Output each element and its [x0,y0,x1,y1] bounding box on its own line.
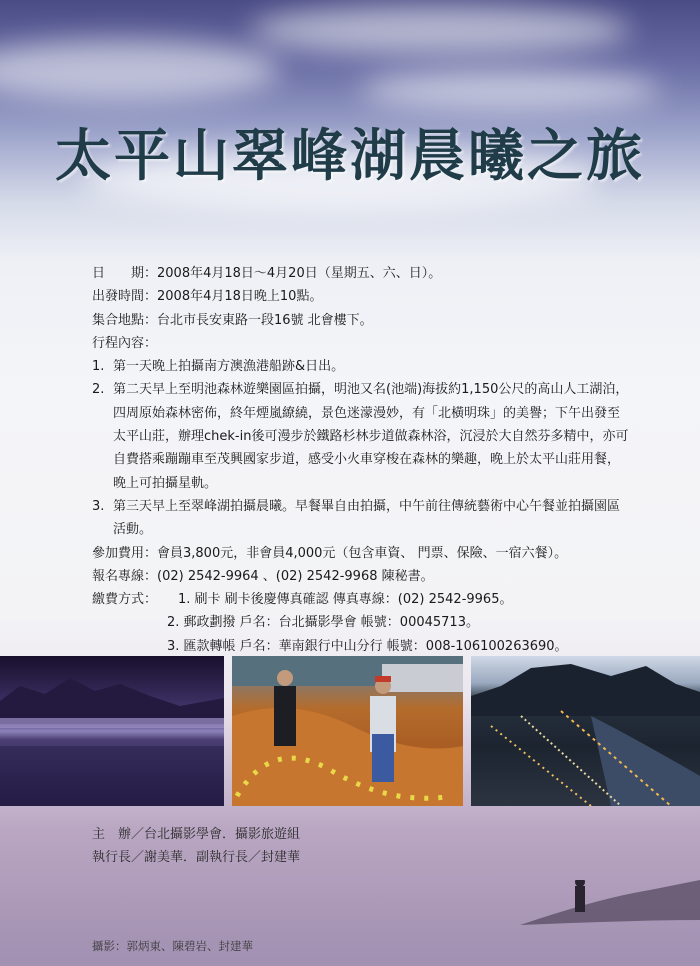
credits [92,823,300,869]
trip-details [92,262,632,658]
itinerary-number: 2. [92,382,105,398]
executives-line: 執行長／謝美華．副執行長／封建華 [92,850,301,865]
cloud [250,5,630,55]
harbor-night-photo [471,656,700,806]
payment-label: 繳費方式： [92,592,158,608]
itinerary-number: 1. [92,359,105,375]
date-line: 日 期：2008年4月18日～4月20日（星期五、六、日）。 [92,266,442,281]
payment-line [92,588,632,611]
departure-line: 出發時間：2008年4月18日晚上10點。 [92,289,323,305]
fishermen-illustration [232,656,463,806]
lake-dawn-illustration [0,656,224,806]
lake-dawn-photo [0,656,224,806]
itinerary-label: 行程內容： [92,335,158,351]
payment-option: 1. 刷卡 刷卡後慶傳真確認 傳真專線：(02) 2542-9965。 [178,592,513,608]
itinerary-number: 3. [92,498,105,514]
itinerary-text: 第一天晚上拍攝南方澳漁港船跡&日出。 [113,359,345,375]
meeting-line: 集合地點：台北市長安東路一段16號 北會樓下。 [92,312,373,328]
payment-option: 3. 匯款轉帳 戶名：華南銀行中山分行 帳號：008-106100263690。 [167,638,568,654]
fishermen-nets-photo [232,656,463,806]
photographer-credit: 攝影：郭炳東、陳碧岩、封建華 [92,939,253,953]
hotline-line: 報名專線：(02) 2542-9964 、(02) 2542-9968 陳秘書。 [92,568,434,584]
itinerary-text: 第三天早上至翠峰湖拍攝晨曦。早餐畢自由拍攝，中午前往傳統藝術中心午餐並拍攝園區活動。 [113,498,621,538]
itinerary-item [92,355,632,378]
payment-option: 2. 郵政劃撥 戶名：台北攝影學會 帳號：00045713。 [167,615,479,631]
itinerary-item [92,378,632,494]
harbor-illustration [471,656,700,806]
itinerary-text: 第二天早上至明池森林遊樂園區拍攝，明池又名(池端)海拔約1,150公尺的高山人工湖泊，四周原始森林密佈，終年煙嵐繚繞，景色迷濛漫妙，有「北橫明珠」的美譽；下午出發至太平山莊，辦理chek-in後可漫步於鐵路杉林步道做森林浴，沉浸於大自然芬多精中，亦可自費搭乘蹦蹦車至茂興國家步道，感受小火車穿梭在森林的樂趣，晚上於太平山莊用餐，晚上可拍攝星軌。 [113,382,629,491]
cloud [360,70,660,110]
fee-line: 參加費用：會員3,800元，非會員4,000元（包含車資、 門票、保險、一宿六餐）。 [92,545,568,561]
cloud [0,40,280,100]
itinerary-item [92,495,632,542]
organizer-line: 主 辦／台北攝影學會．攝影旅遊組 [92,827,301,842]
page-title: 太平山翠峰湖晨曦之旅 [55,123,645,189]
